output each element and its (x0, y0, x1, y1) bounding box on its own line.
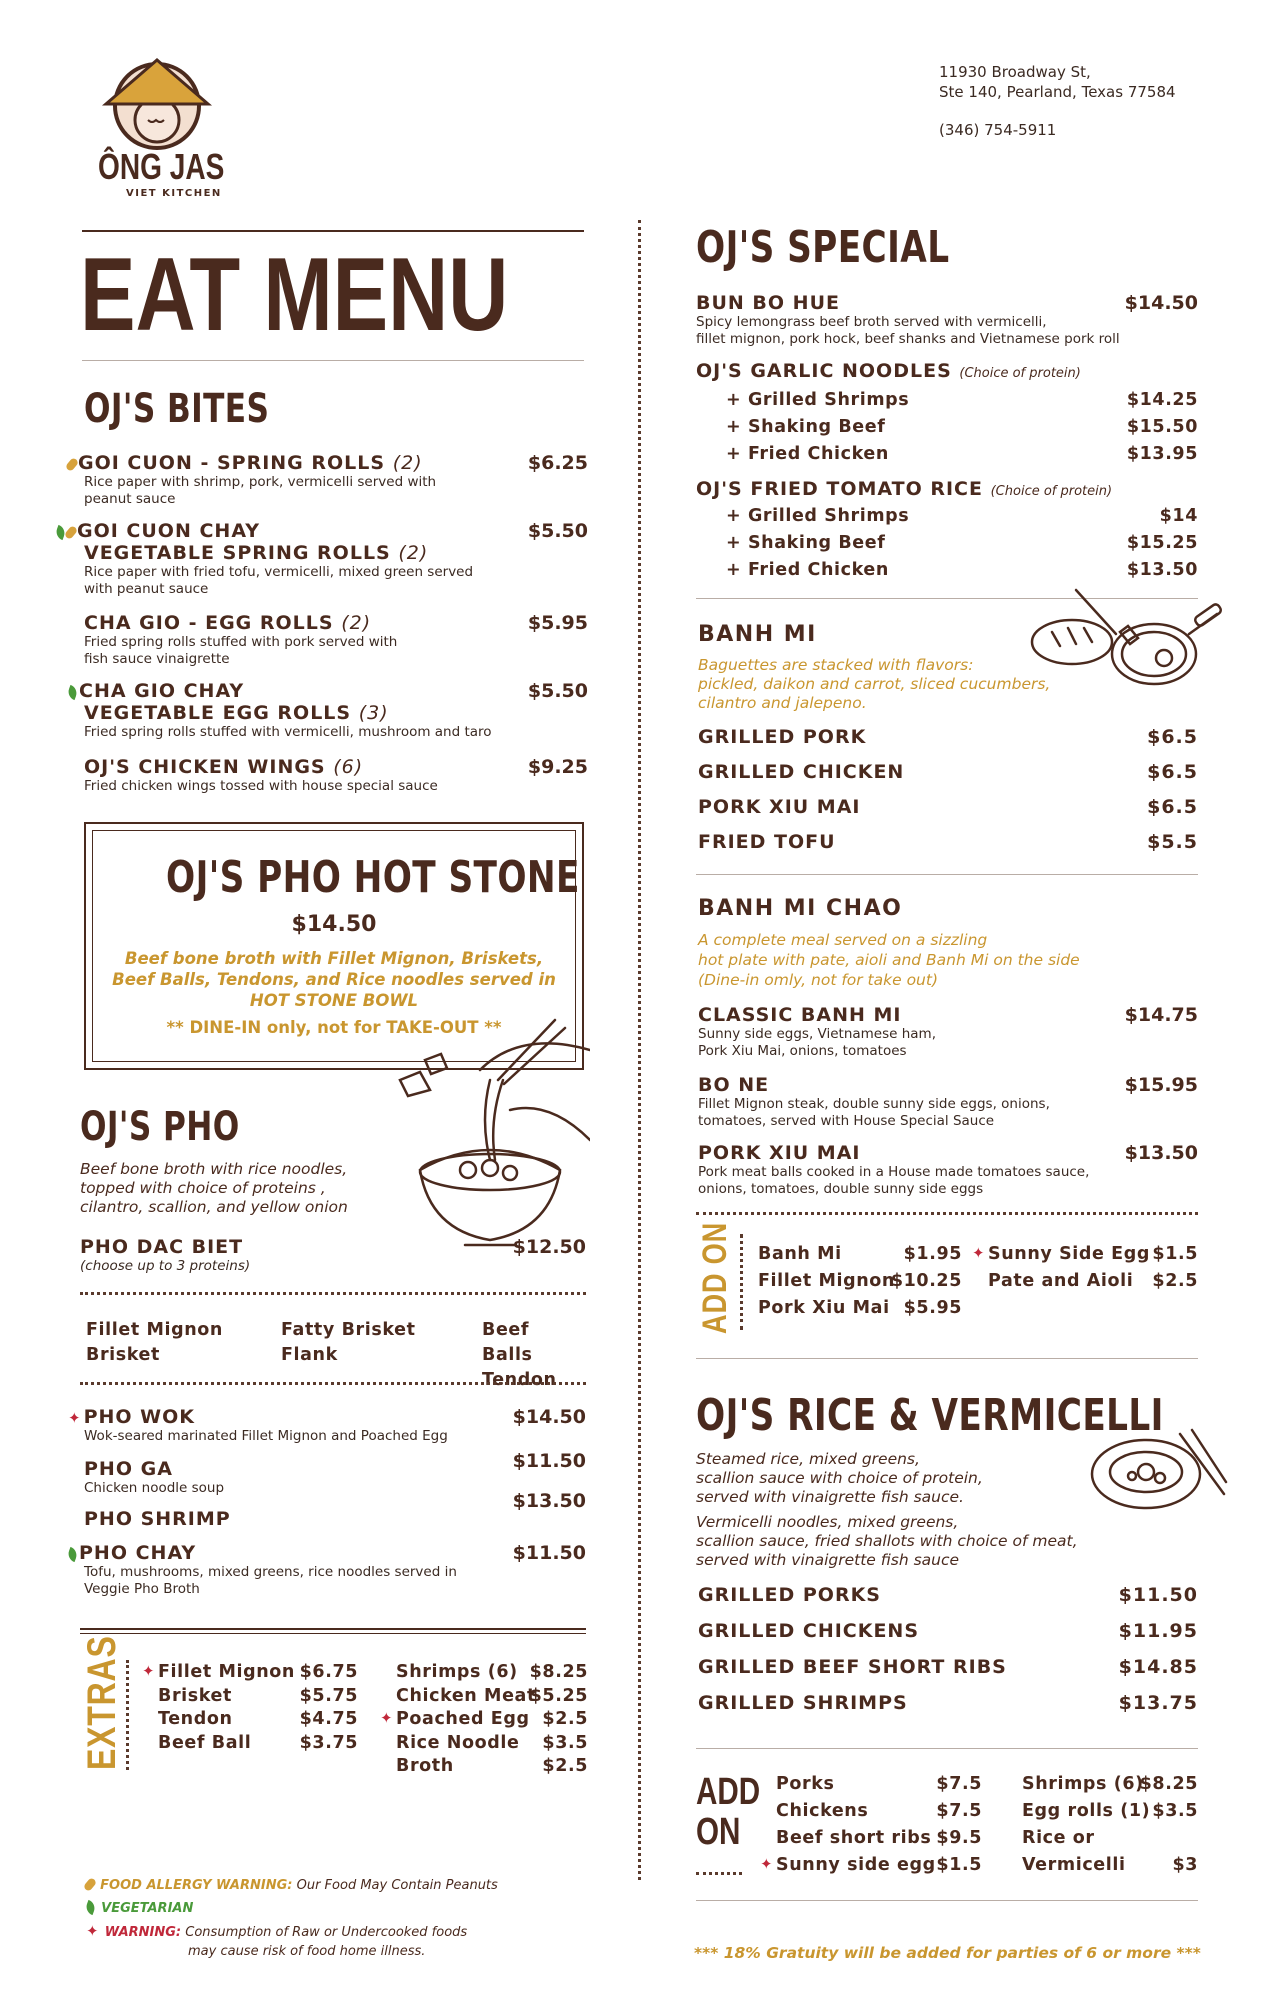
row-label: GRILLED CHICKENS (698, 1620, 920, 1642)
hotstone-desc: Beef bone broth with Fillet Mignon, Briskets, Beef Balls, Tendons, and Rice noodles served in HOT STONE BOWL (112, 949, 556, 1010)
row-label: GRILLED BEEF SHORT RIBS (698, 1656, 1007, 1678)
brand-name: ÔNG JAS (98, 146, 225, 187)
item-name: CHA GIO - EGG ROLLS (84, 612, 334, 634)
item-price: $6.25 (527, 452, 588, 474)
divider (696, 874, 1198, 875)
phone: (346) 754-5911 (939, 121, 1057, 139)
row-label: Beef short ribs (776, 1828, 932, 1848)
row-label: Beef Ball (158, 1732, 252, 1753)
price-row (158, 1709, 358, 1729)
price-row (698, 796, 1198, 818)
row-price: $14 (1159, 506, 1198, 526)
item-price: $14.50 (1124, 292, 1198, 314)
rice-desc: Steamed rice, mixed greens, scallion sauce with choice of protein, served with vinaigrette fish sauce. Vermicelli noodles, mixed greens, scallion sauce, fried shallots with choice of meat, served with vinaigrette fish sauce (696, 1450, 1078, 1569)
hotstone-price: $14.50 (291, 912, 377, 937)
item-name: PORK XIU MAI (698, 1142, 861, 1164)
menu-item (68, 680, 588, 741)
row-price: $2.5 (542, 1709, 588, 1729)
price-row (698, 1692, 1198, 1714)
price-row (972, 1244, 1198, 1264)
price-row (1022, 1828, 1198, 1848)
row-price: $14.25 (1126, 390, 1198, 410)
rice-plate-illustration-icon (1088, 1424, 1228, 1514)
row-price: $2.5 (1152, 1271, 1198, 1291)
menu-item: OJ'S GARLIC NOODLES (Choice of protein) (696, 360, 1081, 382)
price-row (726, 390, 1198, 410)
warning-icon: ✦ (86, 1922, 99, 1940)
address-line2: Ste 140, Pearland, Texas 77584 (939, 83, 1176, 101)
item-desc: Fried spring rolls stuffed with vermicelli, mushroom and taro (84, 724, 492, 740)
menu-item: BUN BO HUE Spicy lemongrass beef broth served with vermicelli, fillet mignon, pork hock, beef shanks and Vietnamese pork roll $14.50 (696, 292, 1198, 347)
chao-heading: BANH MI CHAO (698, 896, 903, 921)
divider (696, 1900, 1198, 1901)
row-price: $13.75 (1118, 1692, 1198, 1714)
warning-icon: ✦ (68, 1409, 82, 1427)
item-desc: Rice paper with shrimp, pork, vermicelli served with peanut sauce (84, 474, 437, 507)
row-price: $3.5 (1152, 1801, 1198, 1821)
menu-item (68, 1406, 586, 1445)
item-price: $13.50 (1124, 1142, 1198, 1164)
row-price: $15.25 (1126, 533, 1198, 553)
row-price: $14.85 (1118, 1656, 1198, 1678)
price-row (698, 1584, 1198, 1606)
item-name: BUN BO HUE (696, 292, 840, 314)
item-name: GOI CUON - SPRING ROLLS (78, 452, 386, 474)
price-row (698, 1656, 1198, 1678)
row-label: Shrimps (6) (396, 1662, 518, 1682)
row-label: + Shaking Beef (726, 417, 886, 437)
divider (696, 1358, 1198, 1359)
item-name: OJ'S FRIED TOMATO RICE (696, 478, 983, 500)
row-price: $5.5 (1147, 831, 1198, 853)
row-label: + Fried Chicken (726, 560, 889, 580)
row-price: $5.25 (529, 1685, 588, 1706)
item-name: CHA GIO CHAY (79, 680, 245, 702)
row-label: Porks (776, 1774, 835, 1794)
item-price: $9.25 (527, 756, 588, 778)
row-price: $15.50 (1126, 417, 1198, 437)
dotted-divider (126, 1660, 129, 1770)
row-label: Pate and Aioli (988, 1271, 1134, 1291)
row-price: $8.25 (529, 1662, 588, 1682)
hotstone-note: ** DINE-IN only, not for TAKE-OUT ** (166, 1018, 502, 1037)
row-price: $13.95 (1126, 444, 1198, 464)
price-row (726, 533, 1198, 553)
item-desc: (choose up to 3 proteins) (80, 1258, 251, 1274)
row-price: $5.75 (299, 1685, 358, 1706)
row-price: $6.5 (1147, 726, 1198, 748)
chef-hat-logo-icon (98, 54, 216, 154)
vegetarian-icon (66, 685, 79, 700)
row-label: Chickens (776, 1801, 869, 1821)
row-price: $8.25 (1139, 1774, 1198, 1794)
item-name: PHO GA (84, 1458, 173, 1480)
price-row (396, 1686, 588, 1706)
banhmi-desc: Baguettes are stacked with flavors: pickled, daikon and carrot, sliced cucumbers, cilantro and jalepeno. (698, 656, 1051, 712)
item-qty: (3) (358, 702, 389, 724)
menu-item (84, 1450, 586, 1497)
menu-item (56, 520, 588, 598)
row-label: + Grilled Shrimps (726, 506, 910, 526)
row-price: $1.5 (1152, 1244, 1198, 1264)
price-row (698, 1620, 1198, 1642)
row-label: Shrimps (6) (1022, 1774, 1144, 1794)
price-row (758, 1244, 962, 1264)
price-row (758, 1271, 962, 1291)
dotted-divider (80, 1382, 586, 1385)
legend: FOOD ALLERGY WARNING: Our Food May Contain Peanuts VEGETARIAN ✦ WARNING: Consumption of Raw or Undercooked foods may cause risk of food home illness. (86, 1876, 498, 1961)
divider (82, 360, 584, 361)
pho-bowl-illustration-icon (380, 1010, 590, 1260)
warning-icon: ✦ (380, 1709, 394, 1727)
item-price: $5.50 (527, 680, 588, 702)
dotted-divider (696, 1872, 742, 1875)
column-divider (638, 220, 641, 1880)
row-label: GRILLED SHRIMPS (698, 1692, 908, 1714)
price-row (726, 506, 1198, 526)
item-qty: (2) (341, 612, 372, 634)
row-label: Sunny side egg (776, 1855, 936, 1875)
row-price: $6.5 (1147, 761, 1198, 783)
dotted-divider (696, 1212, 1198, 1215)
row-price: $1.95 (903, 1244, 962, 1264)
divider (80, 1628, 586, 1630)
price-row (698, 831, 1198, 853)
row-price: $7.5 (936, 1801, 982, 1821)
row-label: Fillet Mignon (758, 1271, 895, 1291)
item-name: PHO WOK (83, 1406, 196, 1428)
row-label: + Grilled Shrimps (726, 390, 910, 410)
row-label: Sunny Side Egg (988, 1244, 1150, 1264)
row-price: $3.75 (299, 1732, 358, 1753)
price-row (698, 761, 1198, 783)
item-qty: (2) (398, 542, 429, 564)
row-price: $3.5 (542, 1732, 588, 1753)
pho-desc: Beef bone broth with rice noodles, topped with choice of proteins , cilantro, scallion, and yellow onion (80, 1160, 348, 1216)
row-label: Fillet Mignon (158, 1662, 295, 1682)
price-row (158, 1733, 358, 1753)
row-label: + Fried Chicken (726, 444, 889, 464)
price-row (1022, 1855, 1198, 1875)
divider (696, 1748, 1198, 1749)
warning-icon: ✦ (142, 1662, 156, 1680)
menu-item (84, 756, 588, 795)
hotstone-heading: OJ'S PHO HOT STONE (166, 852, 580, 903)
row-label: GRILLED CHICKEN (698, 761, 905, 783)
row-label: FRIED TOFU (698, 831, 836, 853)
warning-icon: ✦ (760, 1855, 774, 1873)
menu-item: BO NE Fillet Mignon steak, double sunny side eggs, onions, tomatoes, served with House Special Sauce $15.95 (698, 1074, 1198, 1129)
item-qty: (2) (392, 452, 423, 474)
pho-heading: OJ'S PHO (80, 1104, 240, 1150)
price-row (988, 1271, 1198, 1291)
price-row (760, 1855, 982, 1875)
row-price: $6.75 (299, 1662, 358, 1682)
item-price: $13.50 (512, 1490, 586, 1512)
addon-label: ADD ON (696, 1221, 734, 1334)
row-label: Broth (396, 1756, 454, 1776)
item-name-2: VEGETABLE EGG ROLLS (84, 702, 352, 724)
price-row (396, 1756, 588, 1776)
row-label: GRILLED PORKS (698, 1584, 881, 1606)
menu-item (84, 612, 588, 668)
item-desc: Chicken noodle soup (84, 1480, 225, 1496)
item-name: OJ'S GARLIC NOODLES (696, 360, 952, 382)
menu-item (80, 1236, 586, 1275)
logo (98, 54, 225, 204)
price-row (726, 560, 1198, 580)
brand-tagline: VIET KITCHEN (126, 188, 222, 199)
row-label: Banh Mi (758, 1244, 842, 1264)
item-name: PHO CHAY (79, 1542, 197, 1564)
chao-desc: A complete meal served on a sizzling hot plate with pate, aioli and Banh Mi on the side (Dine-in omly, not for take out) (698, 931, 1080, 989)
item-price: $14.75 (1124, 1004, 1198, 1026)
price-row (1022, 1801, 1198, 1821)
item-price: $15.95 (1124, 1074, 1198, 1096)
divider (80, 1633, 586, 1634)
rice-heading: OJ'S RICE & VERMICELLI (696, 1390, 1164, 1441)
vegetarian-icon (66, 1547, 79, 1562)
item-price: $14.50 (512, 1406, 586, 1428)
item-name: PHO SHRIMP (84, 1508, 231, 1530)
menu-item: CLASSIC BANH MI Sunny side eggs, Vietnamese ham, Pork Xiu Mai, onions, tomatoes $14.75 (698, 1004, 1198, 1059)
item-name: OJ'S CHICKEN WINGS (84, 756, 326, 778)
price-row (158, 1686, 358, 1706)
row-label: Brisket (158, 1685, 232, 1706)
row-label: Rice or (1022, 1828, 1095, 1848)
page-title: EAT MENU (80, 237, 509, 353)
extras-label: EXTRAS (80, 1635, 124, 1770)
row-label: Egg rolls (1) (1022, 1801, 1151, 1821)
price-row (776, 1774, 982, 1794)
dotted-divider (740, 1234, 743, 1330)
item-desc: Fried spring rolls stuffed with pork served with fish sauce vinaigrette (84, 634, 398, 667)
row-label: GRILLED PORK (698, 726, 867, 748)
row-price: $6.5 (1147, 796, 1198, 818)
price-row (726, 417, 1198, 437)
item-name: PHO DAC BIET (80, 1236, 244, 1258)
addon2-label: ADD ON (696, 1771, 761, 1853)
price-row (726, 444, 1198, 464)
item-price: $5.95 (527, 612, 588, 634)
row-price: $7.5 (936, 1774, 982, 1794)
vegetarian-icon (84, 1900, 97, 1915)
item-name-2: VEGETABLE SPRING ROLLS (84, 542, 391, 564)
item-desc: Rice paper with fried tofu, vermicelli, mixed green served with peanut sauce (84, 564, 474, 597)
peanut-icon (83, 1877, 97, 1892)
dotted-divider (80, 1292, 586, 1295)
item-desc: Wok-seared marinated Fillet Mignon and Poached Egg (84, 1428, 448, 1444)
row-price: $1.5 (936, 1855, 982, 1875)
row-price: $10.25 (890, 1271, 962, 1291)
price-row (758, 1298, 962, 1318)
special-heading: OJ'S SPECIAL (696, 222, 950, 273)
item-price: $11.50 (512, 1542, 586, 1564)
item-desc: Fried chicken wings tossed with house special sauce (84, 778, 438, 794)
price-row (142, 1662, 358, 1682)
menu-item: OJ'S FRIED TOMATO RICE (Choice of protein) (696, 478, 1113, 500)
item-desc: Tofu, mushrooms, mixed greens, rice noodles served in Veggie Pho Broth (84, 1564, 457, 1597)
warning-icon: ✦ (972, 1244, 986, 1262)
bread-and-pan-illustration-icon (1024, 582, 1224, 692)
address (939, 62, 1176, 140)
bites-heading: OJ'S BITES (84, 386, 270, 432)
item-qty: (6) (333, 756, 364, 778)
item-price: $12.50 (512, 1236, 586, 1258)
row-price: $2.5 (542, 1756, 588, 1776)
item-price: $11.50 (512, 1450, 586, 1472)
divider (82, 230, 584, 232)
row-price: $5.95 (903, 1298, 962, 1318)
address-line1: 11930 Broadway St, (939, 63, 1091, 81)
row-price: $4.75 (299, 1709, 358, 1729)
row-label: Poached Egg (396, 1709, 530, 1729)
item-name: BO NE (698, 1074, 770, 1096)
menu-item (68, 452, 588, 508)
price-row (380, 1709, 588, 1729)
row-label: Chicken Meat (396, 1685, 536, 1706)
item-price: $5.50 (527, 520, 588, 542)
row-label: Tendon (158, 1709, 233, 1729)
row-label: PORK XIU MAI (698, 796, 861, 818)
menu-item: PORK XIU MAI Pork meat balls cooked in a House made tomatoes sauce, onions, tomatoes, double sunny side eggs $13.50 (698, 1142, 1198, 1197)
row-label: Pork Xiu Mai (758, 1298, 890, 1318)
gratuity-note: *** 18% Gratuity will be added for parties of 6 or more *** (694, 1944, 1201, 1962)
row-price: $9.5 (936, 1828, 982, 1848)
price-row (776, 1828, 982, 1848)
price-row (776, 1801, 982, 1821)
item-name: GOI CUON CHAY (77, 520, 260, 542)
menu-item (84, 1490, 586, 1530)
menu-item (68, 1542, 586, 1598)
banhmi-heading: BANH MI (698, 622, 817, 647)
row-price: $11.95 (1118, 1620, 1198, 1642)
price-row (1022, 1774, 1198, 1794)
row-price: $11.50 (1118, 1584, 1198, 1606)
row-price: $13.50 (1126, 560, 1198, 580)
row-price: $3 (1172, 1855, 1198, 1875)
row-label: Rice Noodle (396, 1732, 520, 1753)
price-row (396, 1662, 588, 1682)
price-row (698, 726, 1198, 748)
row-label: Vermicelli (1022, 1855, 1126, 1875)
row-label: + Shaking Beef (726, 533, 886, 553)
item-name: CLASSIC BANH MI (698, 1004, 902, 1026)
price-row (396, 1733, 588, 1753)
